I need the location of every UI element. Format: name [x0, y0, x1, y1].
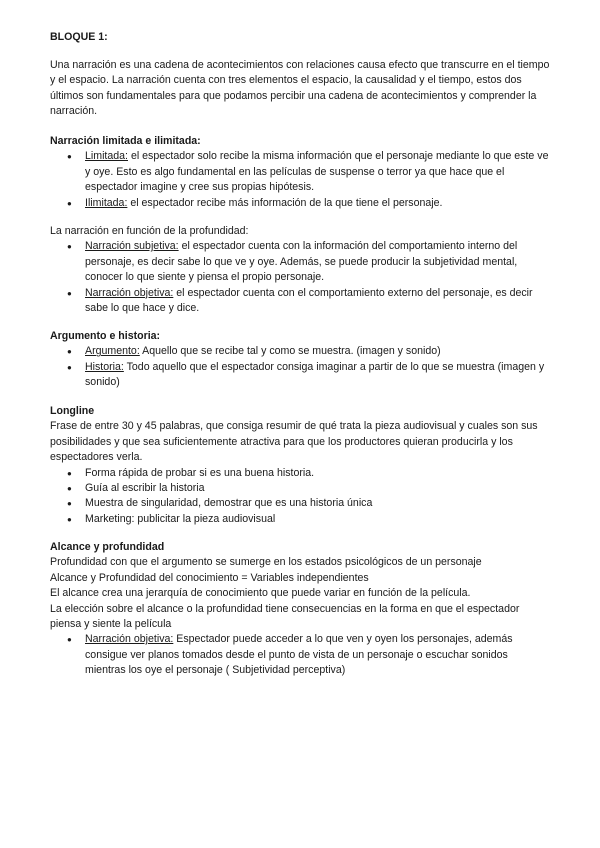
- section-heading: Alcance y profundidad: [50, 541, 165, 553]
- section-narracion-limitada: [50, 134, 550, 211]
- section-heading: Argumento e historia:: [50, 330, 161, 342]
- section-argumento-historia: [50, 329, 550, 391]
- list-item: [50, 360, 550, 391]
- list-item: ● Guía al escribir la historia: [50, 481, 550, 496]
- section-alcance-profundidad: [50, 540, 550, 679]
- section-longline: [50, 404, 550, 527]
- list-item: [50, 196, 550, 211]
- section-heading: Narración limitada e ilimitada:: [50, 135, 201, 147]
- item-term: Narración subjetiva:: [85, 240, 179, 253]
- list-item: [50, 239, 550, 285]
- item-text: el espectador cuenta con la información del comportamiento interno del personaje, es decir sabe lo que ve y oye. Además, se puede producir la subjetividad mental, conocer lo que siente y piensa el propio personaje.: [85, 240, 518, 284]
- page-title: BLOQUE 1:: [50, 31, 108, 43]
- section-line: El alcance crea una jerarquía de conocimiento que puede variar en función de la película.: [50, 587, 471, 600]
- item-text: Espectador puede acceder a lo que ven y oyen los personajes, además consigue ver planos tomados desde el punto de vista de un personaje o escuchar sonidos mientras los oye el personaje ( Subjetividad perceptiva): [85, 633, 513, 677]
- item-term: Narración objetiva:: [85, 633, 174, 646]
- item-term: Argumento:: [85, 345, 140, 358]
- bullet-list: [50, 149, 550, 211]
- list-item: [50, 286, 550, 317]
- bullet-list: [50, 632, 550, 678]
- section-line: Alcance y Profundidad del conocimiento = Variables independientes: [50, 571, 369, 584]
- list-item: [50, 149, 550, 195]
- bullet-list: [50, 344, 550, 390]
- list-item: [50, 344, 550, 359]
- bullet-list: [50, 239, 550, 316]
- item-term: Limitada:: [85, 150, 128, 163]
- intro-paragraph: Una narración es una cadena de acontecimientos con relaciones causa efecto que transcurre en el tiempo y el espacio. La narración cuenta con tres elementos el espacio, la causalidad y el tiempo, estos dos últimos son fundamentales para que podamos percibir una cadena de acontecimientos y comprender la narración.: [50, 59, 550, 118]
- item-term: Historia:: [85, 360, 124, 373]
- section-intro: La narración en función de la profundidad:: [50, 225, 249, 237]
- section-profundidad: [50, 224, 550, 316]
- section-heading: Longline: [50, 405, 95, 417]
- item-term: Ilimitada:: [85, 196, 128, 209]
- section-line: Profundidad con que el argumento se sumerge en los estados psicológicos de un personaje: [50, 556, 482, 569]
- item-text: Aquello que se recibe tal y como se muestra. (imagen y sonido): [139, 345, 441, 358]
- item-text: Todo aquello que el espectador consiga imaginar a partir de lo que se muestra (imagen y sonido): [85, 360, 545, 389]
- bullet-list: [50, 466, 550, 528]
- item-term: Narración objetiva:: [85, 286, 174, 299]
- list-item: ● Marketing: publicitar la pieza audiovisual: [50, 512, 550, 527]
- list-item: [50, 632, 550, 678]
- list-item: ● Muestra de singularidad, demostrar que es una historia única: [50, 496, 550, 511]
- list-item: ● Forma rápida de probar si es una buena historia.: [50, 466, 550, 481]
- section-line: La elección sobre el alcance o la profundidad tiene consecuencias en la forma en que el espectador piensa y siente la película: [50, 602, 520, 631]
- item-text: el espectador solo recibe la misma información que el personaje mediante lo que este ve y oye. Esto es algo fundamental en las películas de suspense o terror ya que hace que el espectador imagine y cree sus propias hipótesis.: [85, 150, 549, 194]
- section-paragraph: Frase de entre 30 y 45 palabras, que consiga resumir de qué trata la pieza audiovisual y cuales son sus posibilidades y que sea suficientemente atractiva para que los productores quieran producirla y los espectadores verla.: [50, 420, 538, 464]
- item-text: el espectador recibe más información de la que tiene el personaje.: [127, 196, 443, 209]
- item-text: el espectador cuenta con el comportamiento externo del personaje, es decir sabe lo que hace y dice.: [85, 286, 533, 315]
